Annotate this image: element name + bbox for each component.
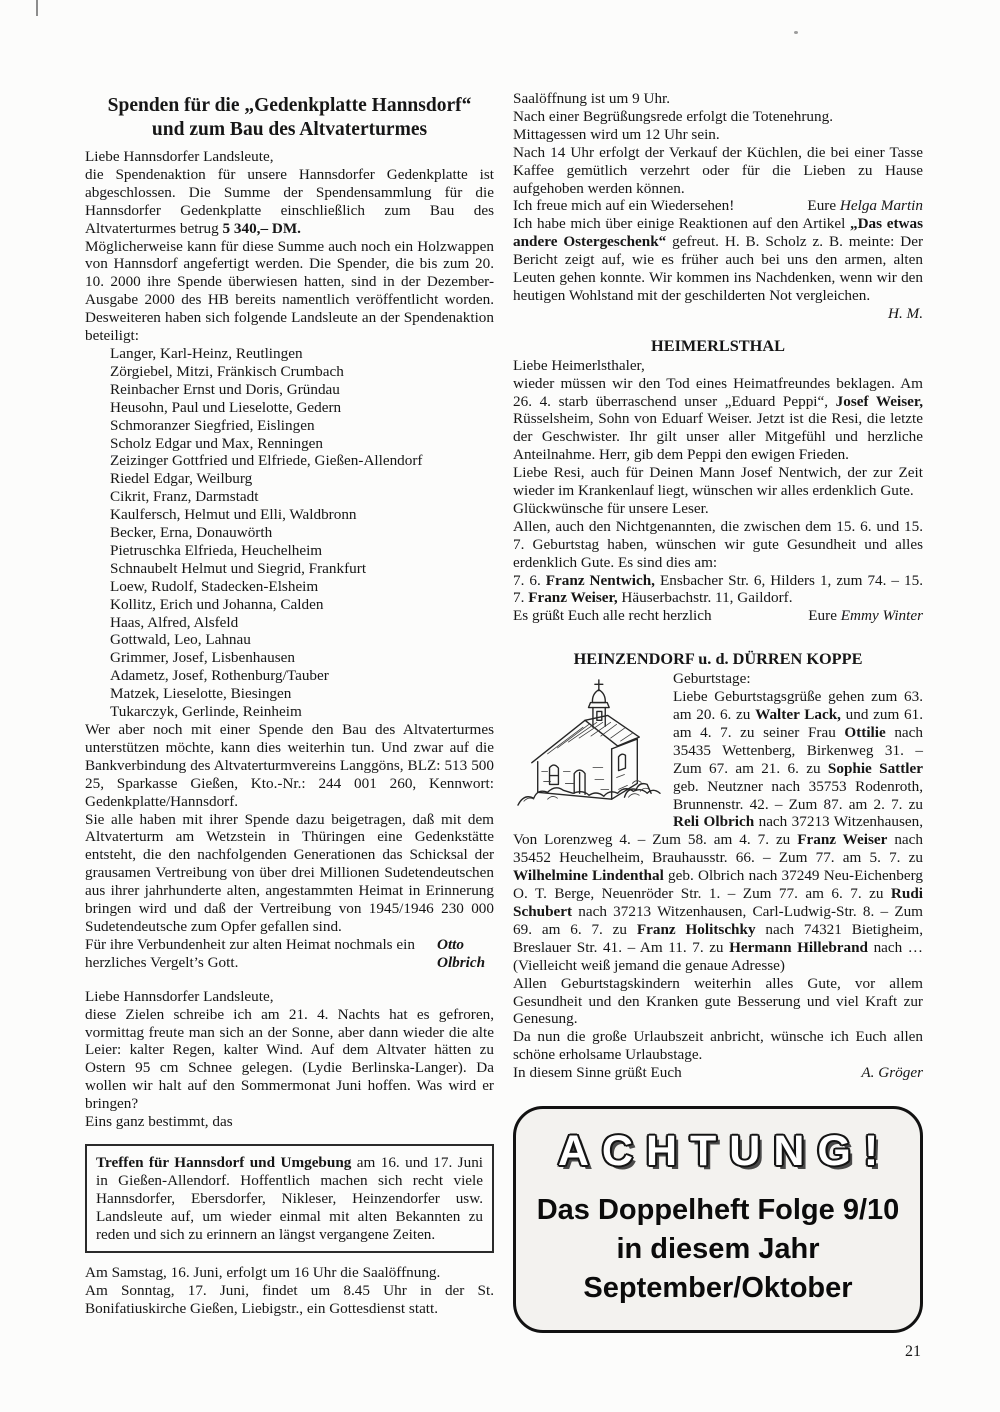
donor-list-item: Schnaubelt Helmut und Siegrid, Frankfurt xyxy=(110,559,367,577)
donor-list-item: Zörgiebel, Mitzi, Fränkisch Crumbach xyxy=(110,362,344,380)
article-paragraph: Da nun die große Urlaubszeit anbricht, wünsche ich Euch allen schöne erholsame Urlaubstage. xyxy=(513,1028,923,1064)
article-paragraph: Wer aber noch mit einer Spende den Bau des Altvaterturmes unterstützen möchte, kann dies weiterhin tun. Und zwar auf die Bankverbindung des Altvaterturmvereins Langgöns, BLZ: 513 500 25, Sparkasse Gießen, Kto.-Nr.: 244 001 260, Kennwort: Gedenkplatte/Hannsdorf. xyxy=(85,721,494,810)
closing-text: Für ihre Verbundenheit zur alten Heimat nochmals ein herzliches Vergelt’s Gott. xyxy=(85,935,415,971)
donor-list-item: Adametz, Josef, Rothenburg/Tauber xyxy=(110,667,329,685)
donor-list-item: Pietruschka Elfrieda, Heuchelheim xyxy=(110,541,323,559)
closing-line xyxy=(85,936,494,972)
closing-text: Es grüßt Euch alle recht herzlich xyxy=(513,607,712,625)
article-paragraph: Möglicherweise kann für diese Summe auch noch ein Holzwappen von Hannsdorf angefertigt werden. Die Spender, die bis zum 20. 10. 2000 ihre Spende überwiesen hatten, sind in der Dezember-Ausgabe 2000 des HB bereits namentlich veröffentlicht worden. Desweiteren haben sich folgende Landsleute an der Spendenaktion beteiligt: xyxy=(85,237,494,345)
salutation: Liebe Heimerlsthaler, xyxy=(513,356,645,374)
donor-list-item: Gottwald, Leo, Lahnau xyxy=(110,631,251,649)
achtung-title: ACHTUNG! xyxy=(557,1127,892,1176)
closing-text: Ich freue mich auf ein Wiedersehen! xyxy=(513,197,735,215)
article-paragraph: Liebe Geburtstagsgrüße gehen zum 63. am 20. 6. zu Walter Lack, und zum 61. am 4. 7. zu seiner Frau Ottilie nach 35435 Wettenberg, Birkenweg 31. – Zum 67. am 21. 6. zu Sophie Sattler geb. Neutzner nach 35753 Rodenroth, Brunnenstr. 42. – Zum 87. am 2. 7. zu Reli Olbrich nach 37213 Witzenhausen, Von Lorenzweg 4. – Zum 58. am 4. 7. zu Franz Weiser nach 35452 Heuchelheim, Brauhausstr. 66. – Zum 77. am 5. 7. zu Wilhelmine Lindenthal geb. Olbrich nach 37249 Neu-Eichenberg O. T. Berge, Neuenröder Str. 1. – Zum 77. am 6. 7. zu Rudi Schubert nach 37213 Witzenhausen, Carl-Ludwig-Str. 8. – Zum 69. am 6. 7. zu Franz Holitschky nach 74321 Bietigheim, Breslauer Str. 41. – Am 11. 7. zu Hermann Hillebrand nach … (Vielleicht weiß jemand die genaue Adresse) xyxy=(513,688,924,974)
salutation: Liebe Hannsdorfer Landsleute, xyxy=(85,148,274,165)
right-column xyxy=(513,90,923,1333)
donor-list-item: Grimmer, Josef, Lisbenhausen xyxy=(110,649,295,667)
article-paragraph: Am Sonntag, 17. Juni, findet um 8.45 Uhr in der St. Bonifatiuskirche Gießen, Liebigstr., ein Gottesdienst statt. xyxy=(85,1282,494,1318)
scan-artifact-line xyxy=(36,0,38,16)
donor-list-item: Langer, Karl-Heinz, Reutlingen xyxy=(110,344,303,362)
article-paragraph: Eins ganz bestimmt, das xyxy=(85,1113,233,1131)
article-paragraph: Am Samstag, 16. Juni, erfolgt um 16 Uhr die Saalöffnung. xyxy=(85,1264,441,1282)
article-title-line-2: und zum Bau des Altvaterturmes xyxy=(151,118,428,140)
signature: Eure Emmy Winter xyxy=(808,607,923,625)
article-paragraph: Allen Geburtstagskindern weiterhin alles Gute, vor allem Gesundheit und den Kranken gute Besserung und viel Kraft zur Genesung. xyxy=(513,974,923,1028)
article-paragraph: Sie alle haben mit ihrer Spende dazu beigetragen, daß mit dem Altvaterturm am Wetzstein in Thüringen eine Gedenkstätte entsteht, die den nachfolgenden Generationen das Schicksal der grausamen Vertreibung von über drei Millionen Sudetendeutschen aus ihrer jahrhunderte alten, angestammten Heimat in Erinnerung bringen wird und daß der Vertreibung von 1945/1946 230 000 Sudetendeutsche zum Opfer gefallen sind. xyxy=(85,810,494,935)
scan-artifact-dot xyxy=(794,31,798,34)
article-paragraph: Nach 14 Uhr erfolgt der Verkauf der Küchlen, die bei einer Tasse Kaffee gemütlich verzehrt oder für die Lieben zu Hause aufgehoben werden können. xyxy=(513,143,923,197)
donor-list-item: Matzek, Lieselotte, Biesingen xyxy=(110,685,292,703)
article-paragraph: diese Zielen schreibe ich am 21. 4. Nachts hat es gefroren, vormittag freute man sich an der Sonne, aber dann wieder die alte Leier: kalter Regen, kalter Wind. Auf dem Altvater hätten zu Ostern 95 cm Schnee gelegen. (Lydie Berlinska-Langer). Da wollen wir halt auf den Sommermonat Juni hoffen. Was wird er bringen? xyxy=(85,1005,494,1113)
signature: Eure Helga Martin xyxy=(807,197,923,215)
achtung-announcement-box xyxy=(513,1106,923,1333)
heimerlsthal-section xyxy=(513,337,923,626)
salutation: Liebe Hannsdorfer Landsleute, xyxy=(85,987,274,1005)
donor-list-item: Riedel Edgar, Weilburg xyxy=(110,470,253,488)
treffen-announcement-box xyxy=(85,1144,494,1254)
section-heading-heinzendorf: HEINZENDORF u. d. DÜRREN KOPPE xyxy=(573,649,863,669)
page-number: 21 xyxy=(905,1343,921,1360)
heinzendorf-section xyxy=(513,650,923,1082)
article-paragraph: die Spendenaktion für unsere Hannsdorfer Gedenkplatte ist abgeschlossen. Die Summe der Spendensammlung für die Hannsdorfer Gedenkplatte einschließlich zum Bau des Altvaterturmes betrug 5 340,– DM. xyxy=(85,165,494,237)
program-line: Nach einer Begrüßungsrede erfolgt die Totenehrung. xyxy=(513,107,834,125)
closing-line xyxy=(513,607,923,625)
program-line: Mittagessen wird um 12 Uhr sein. xyxy=(513,125,720,143)
article-paragraph: Allen, auch den Nichtgenannten, die zwischen dem 15. 6. und 15. 7. Geburtstag haben, wünschen wir gute Gesundheit und alles erdenklich Gute. Es sind dies am: xyxy=(513,517,923,571)
achtung-line: in diesem Jahr xyxy=(616,1233,820,1266)
article-paragraph: Glückwünsche für unsere Leser. xyxy=(513,499,709,517)
geburtstage-label: Geburtstage: xyxy=(673,670,751,688)
donor-list-item: Kaulfersch, Helmut und Elli, Waldbronn xyxy=(110,506,357,524)
section-heading-heimerlsthal: HEIMERLSTHAL xyxy=(651,335,785,355)
donor-list-item: Becker, Erna, Donauwörth xyxy=(110,524,273,542)
article-paragraph: Liebe Resi, auch für Deinen Mann Josef Nentwich, der zur Zeit wieder im Krankenlauf liegt, wünschen wir alles erdenklich Gute. xyxy=(513,464,923,500)
left-column xyxy=(85,94,494,1318)
article-title xyxy=(85,94,494,141)
church-illustration xyxy=(513,673,663,813)
donor-list-item: Heusohn, Paul und Lieselotte, Gedern xyxy=(110,398,342,416)
article-paragraph: Ich habe mich über einige Reaktionen auf den Artikel „Das etwas andere Ostergeschenk“ gefreut. H. B. Scholz z. B. meinte: Der Bericht zeigt auf, wie es früher auch bei uns den armen, alten Leuten gehen konnte. Wir kommen ins Nachdenken, wenn wir den heutigen Wohlstand mit der geschilderten Not vergleichen. xyxy=(513,215,924,304)
donor-list-item: Reinbacher Ernst und Doris, Gründau xyxy=(110,380,340,398)
closing-line xyxy=(513,197,923,215)
achtung-line: Das Doppelheft Folge 9/10 xyxy=(536,1194,900,1227)
donor-list-item: Cikrit, Franz, Darmstadt xyxy=(110,488,259,506)
donor-list-item: Scholz Edgar und Max, Renningen xyxy=(110,434,324,452)
donor-list-item: Tukarczyk, Gerlinde, Reinheim xyxy=(110,703,302,721)
donor-list-item: Loew, Rudolf, Stadecken-Elsheim xyxy=(110,577,319,595)
signature: Otto Olbrich xyxy=(436,935,486,971)
treffen-box-text: Treffen für Hannsdorf und Umgebung am 16. und 17. Juni in Gießen-Allendorf. Hoffentlich machen sich recht viele Hannsdorfer, Ebersdorfer, Nikleser, Heinzendorfer usw. Landsleute auf, um wieder einmal mit alten Bekannten zu reden und sich zu erinnern an längst vergangene Zeiten. xyxy=(96,1153,484,1243)
donor-list xyxy=(85,345,494,721)
article-paragraph: 7. 6. Franz Nentwich, Ensbacher Str. 6, Hilders 1, zum 74. – 15. 7. Franz Weiser, Häuserbachstr. 11, Gaildorf. xyxy=(513,571,924,607)
church-sketch-icon xyxy=(513,673,663,813)
signature: A. Gröger xyxy=(861,1064,923,1082)
article-title-line-1: Spenden für die „Gedenkplatte Hannsdorf“ xyxy=(107,95,472,116)
article-paragraph: wieder müssen wir den Tod eines Heimatfreundes beklagen. Am 26. 4. starb überraschend unser „Eduard Peppi“, Josef Weiser, Rüsselsheim, Sohn von Eduarf Weiser. Jetzt ist die Resi, die letzte der Geschwister. Ihr gilt unser aller Mitgefühl und herzliche Anteilnahme. Herr, gib dem Peppi den ewigen Frieden. xyxy=(513,374,923,464)
closing-text: In diesem Sinne grüßt Euch xyxy=(513,1064,682,1082)
signature-initials: H. M. xyxy=(887,304,923,322)
program-line: Saalöffnung ist um 9 Uhr. xyxy=(513,90,671,107)
donor-list-item: Schmoranzer Siegfried, Eislingen xyxy=(110,416,315,434)
closing-line xyxy=(513,1064,923,1082)
donor-list-item: Kollitz, Erich und Johanna, Calden xyxy=(110,595,324,613)
donor-list-item: Zeizinger Gottfried und Elfriede, Gießen-Allendorf xyxy=(110,452,423,470)
donor-list-item: Haas, Alfred, Alsfeld xyxy=(110,613,239,631)
achtung-line: September/Oktober xyxy=(583,1272,853,1305)
